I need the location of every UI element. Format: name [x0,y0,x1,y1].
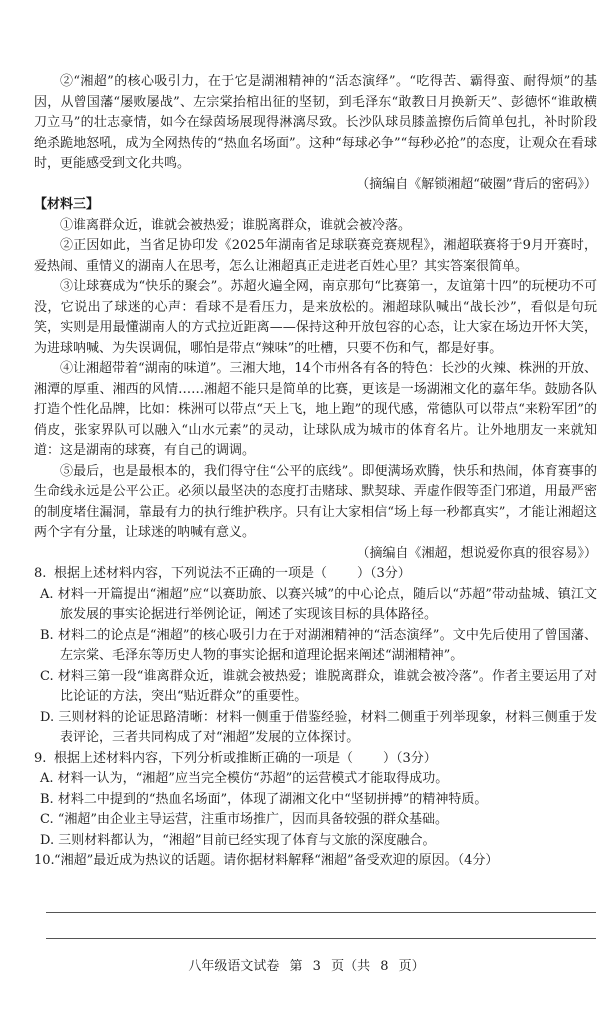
option-c: C. “湘超”由企业主导运营，注重市场推广，因而具备较强的群众基础。 [40,812,449,827]
material3-paragraph-5: ⑤最后，也是最根本的，我们得守住“公平的底线”。即便满场欢腾，快乐和热闹，体育赛事的生命线永远是公平公正。必须以最坚决的态度打击赌球、默契球、弄虚作假等歪门邪道，用最严密的制度堵住漏洞，靠最有力的执行维护秩序。只有让大家相信“场上每一秒都真实”，才能让湘超这两个字有分量，让球迷的呐喊有意义。 [34,463,597,540]
exam-title: 八年级语文试卷 [188,959,280,974]
question-number: 9. [34,750,47,766]
page-footer [0,955,613,974]
question-number: 10. [34,853,55,868]
material2-source: （摘编自《解锁湘超“破圈”背后的密码》） [356,176,597,192]
material3-heading: 【材料三】 [34,197,100,212]
question-score: ）（3分） [383,750,437,766]
option-a: A. 材料一认为，“湘超”应当完全模仿“苏超”的运营模式才能取得成功。 [40,771,449,786]
question-stem: 根据上述材料内容，下列分析或推断正确的一项是（ [54,750,354,766]
question-stem: 根据上述材料内容，下列说法不正确的一项是（ [54,566,328,581]
question-number: 8. [34,566,47,581]
page-number: 第 3 页（共 8 页） [289,959,425,974]
material3-paragraph-2: ②正因如此，当省足协印发《2025年湖南省足球联赛竞赛规程》，湘超联赛将于9月开赛时，爱热闹、重情义的湖南人在思考，怎么让湘超真正走进老百姓心里？其实答案很简单。 [34,238,597,274]
material3-source: （摘编自《湘超，想说爱你真的很容易》） [356,545,597,561]
question-10 [34,851,597,872]
option-c: C. 材料三第一段“谁离群众近，谁就会被热爱；谁脱离群众，谁就会被冷落”。作者主要运用了对比论证的方法，突出“贴近群众”的重要性。 [40,668,597,704]
option-b: B. 材料二的论点是“湘超”的核心吸引力在于对湖湘精神的“活态演绎”。文中先后使用了曾国藩、左宗棠、毛泽东等历史人物的事实论据和道理论据来阐述“湖湘精神”。 [40,627,597,663]
question-stem: “湘超”最近成为热议的话题。请你据材料解释“湘超”备受欢迎的原因。（4分） [54,853,499,868]
material3-paragraph-4: ④让湘超带着“湖南的味道”。三湘大地，14个市州各有各的特色：长沙的火辣、株洲的开放、湘潭的厚重、湘西的风情……湘超不能只是简单的比赛，更该是一场湖湘文化的嘉年华。鼓励各队打造个性化品牌，比如：株洲可以带点“天上飞，地上跑”的现代感，常德队可以带点“来粉军团”的俏皮，张家界队可以融入“山水元素”的灵动，让球队成为城市的体育名片。让外地朋友一来就知道：这是湖南的球赛，有自己的调调。 [34,361,597,458]
answer-line-1[interactable] [46,912,596,913]
answer-line-2[interactable] [46,938,596,939]
option-b: B. 材料二中提到的“热血名场面”，体现了湖湘文化中“坚韧拼搏”的精神特质。 [40,791,488,807]
page-content [34,72,597,872]
material2-paragraph: ②“湘超”的核心吸引力，在于它是湖湘精神的“活态演绎”。“吃得苦、霸得蛮、耐得烦”的基因，从曾国藩“屡败屡战”、左宗棠抬棺出征的坚韧，到毛泽东“敢教日月换新天”、彭德怀“谁敢横刀立马”的壮志豪情，如今在绿茵场展现得淋漓尽致。长沙队球员膝盖擦伤后简单包扎，补时阶段绝杀跪地怒吼，成为全网热传的“热血名场面”。这种“每球必争”“每秒必抢”的态度，让观众在看球时，更能感受到文化共鸣。 [34,74,597,171]
option-d: D. 三则材料都认为，“湘超”目前已经实现了体育与文旅的深度融合。 [40,832,436,848]
material3-paragraph-1: ①谁离群众近，谁就会被热爱；谁脱离群众，谁就会被冷落。 [60,217,412,233]
question-9 [34,749,597,852]
material3-paragraph-3: ③让球赛成为“快乐的聚会”。苏超火遍全网，南京那句“比赛第一，友谊第十四”的玩梗功不可没，它说出了球迷的心声：看球不是看压力，是来放松的。湘超球队喊出“战长沙”，看似是句玩笑，实则是用最懂湖南人的方式拉近距离——保持这种开放包容的心态，让大家在场边开怀大笑，为进球呐喊、为失误调侃，哪怕是带点“辣味”的吐槽，只要不伤和气，都是好事。 [34,279,597,356]
question-8 [34,564,597,749]
option-a: A. 材料一开篇提出“湘超”应“以赛助旅、以赛兴城”的中心论点，随后以“苏超”带动盐城、镇江文旅发展的事实论据进行举例论证，阐述了实现该目标的具体路径。 [40,586,597,622]
option-d: D. 三则材料的论证思路清晰：材料一侧重于借鉴经验，材料二侧重于列举现象，材料三侧重于发表评论，三者共同构成了对“湘超”发展的立体探讨。 [40,709,597,745]
question-score: ）（3分） [357,566,411,581]
